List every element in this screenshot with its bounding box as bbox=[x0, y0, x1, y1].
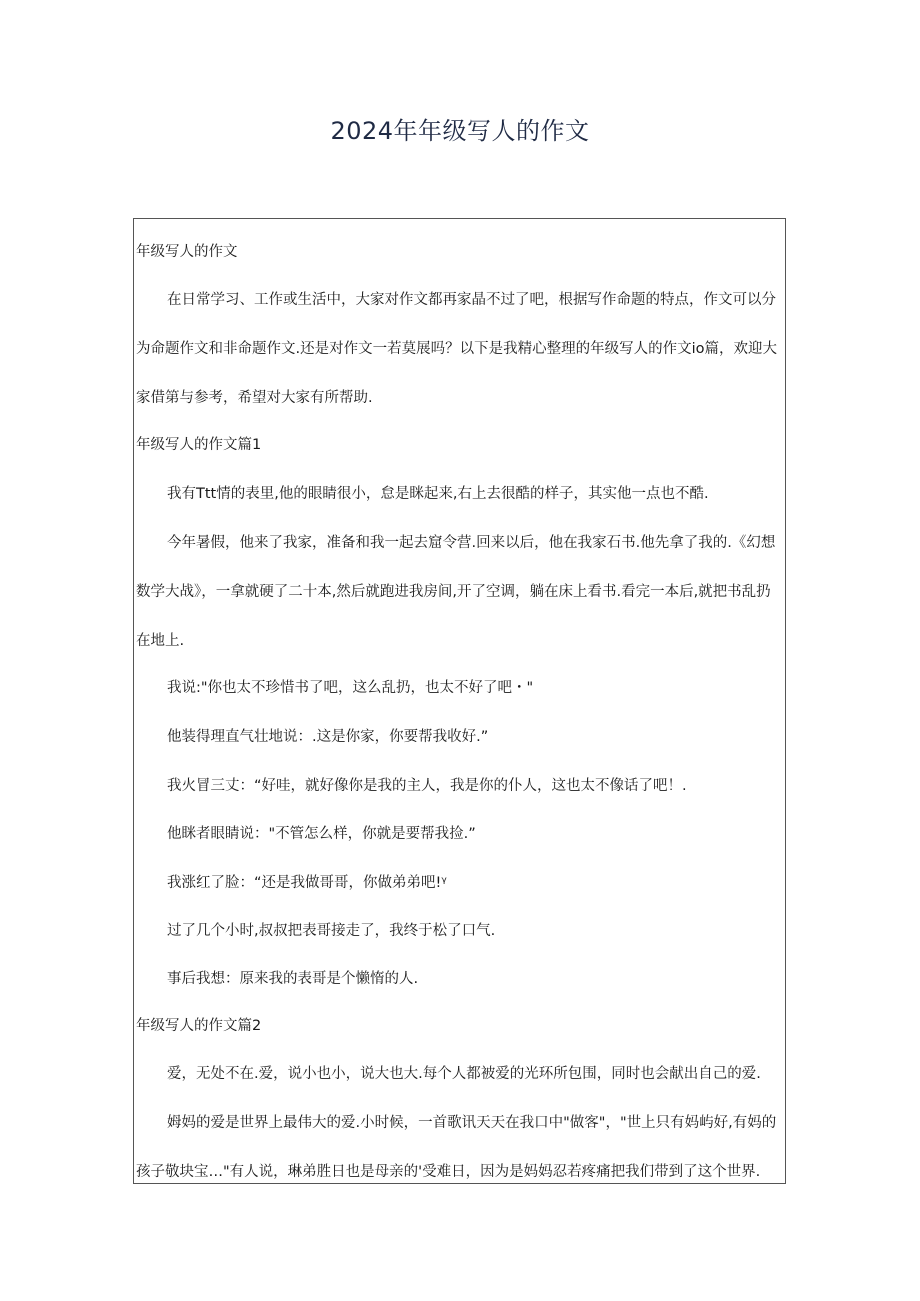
document-body bbox=[133, 218, 786, 1184]
s1-paragraph-5: 我火冒三丈：“好哇，就好像你是我的主人，我是你的仆人，这也太不像话了吧！. bbox=[167, 778, 687, 794]
s2-paragraph-1: 爱，无处不在.爱，说小也小，说大也大.每个人都被爱的光环所包围，同时也会献出自己的爱. bbox=[167, 1066, 761, 1082]
s1-paragraph-1: 我有Ttt情的表里,他的眼睛很小，怠是眯起来,右上去很酷的样子，其实他一点也不酷. bbox=[167, 486, 709, 502]
s1-paragraph-3: 我说:"你也太不珍惜书了吧，这么乱扔，也太不好了吧・" bbox=[167, 680, 534, 696]
s1-paragraph-2: 今年暑假，他来了我家，准备和我一起去窟令营.回来以后，他在我家石书.他先拿了我的.《幻想数学大战》，一拿就硬了二十本,然后就跑进我房间,开了空调，躺在床上看书.看完一本后,就把书乱扔在地上. bbox=[136, 535, 776, 649]
s1-paragraph-9: 事后我想：原来我的表哥是个懒惰的人. bbox=[167, 971, 419, 987]
s2-paragraph-2: 姆妈的爱是世界上最伟大的爱.小时候，一首歌讯天天在我口中"做客"，"世上只有妈屿好,有妈的孩子敬块宝…"有人说，琳弟胜日也是母亲的'受难日，因为是妈妈忍若疼痛把我们带到了这个世界. bbox=[136, 1115, 777, 1180]
section-1-heading: 年级写人的作文篇1 bbox=[136, 437, 262, 453]
section-2-heading: 年级写人的作文篇2 bbox=[136, 1018, 262, 1034]
intro-paragraph: 在日常学习、工作或生活中，大家对作文都再家晶不过了吧，根据写作命题的特点，作文可以分为命题作文和非命题作文.还是对作文一若莫展吗？以下是我精心整理的年级写人的作文io篇，欢迎大家借第与参考，希望对大家有所帮助. bbox=[136, 292, 778, 406]
s1-paragraph-6: 他眯者眼睛说："不管怎么样，你就是要帮我捡.” bbox=[167, 826, 476, 842]
s1-paragraph-7: 我涨红了脸：“还是我做哥哥，你做弟弟吧!ᵞ bbox=[167, 875, 447, 891]
page-title: 2024年年级写人的作文 bbox=[330, 117, 590, 145]
s1-paragraph-4: 他装得理直气壮地说：.这是你家，你要帮我收好.” bbox=[167, 729, 489, 745]
s1-paragraph-8: 过了几个小时,叔叔把表哥接走了，我终于松了口气. bbox=[167, 923, 496, 939]
intro-heading: 年级写人的作文 bbox=[136, 244, 238, 260]
